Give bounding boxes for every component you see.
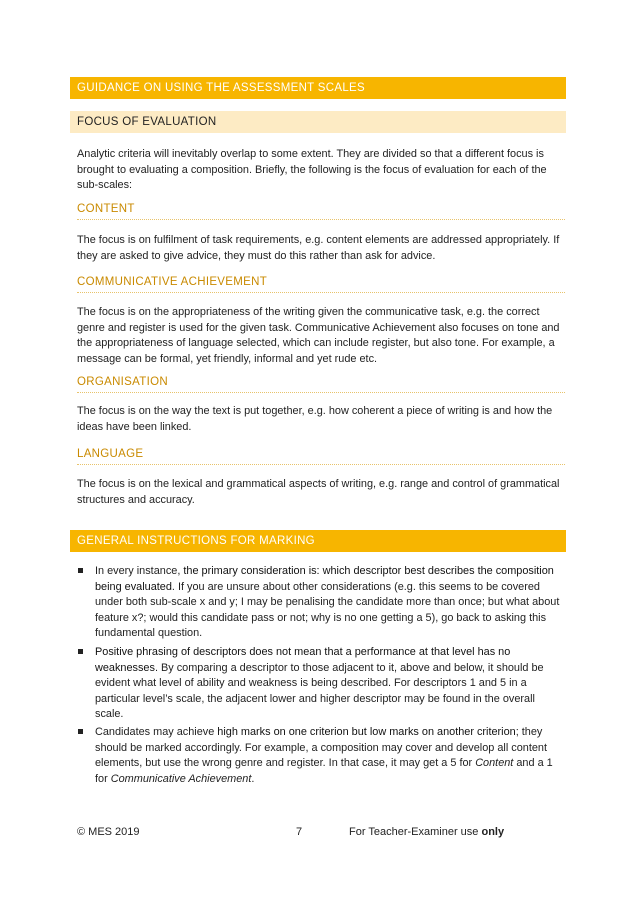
bullet-item-high-low-marks bbox=[95, 725, 565, 787]
communicative-achievement-heading: COMMUNICATIVE ACHIEVEMENT bbox=[77, 276, 565, 293]
bullet-text: . bbox=[251, 772, 255, 785]
language-paragraph: The focus is on the lexical and grammatical aspects of writing, e.g. range and control of grammatical structures and accuracy. bbox=[77, 478, 560, 506]
footer-copyright: © MES 2019 bbox=[77, 826, 140, 838]
bullet-italic-content: Content bbox=[475, 757, 514, 769]
footer-use-note-emphasis: only bbox=[481, 826, 505, 838]
footer-use-note bbox=[349, 826, 504, 838]
content-paragraph: The focus is on fulfilment of task requirements, e.g. content elements are addressed appropriately. If they are asked to give advice, they must do this rather than ask for advice. bbox=[77, 234, 560, 262]
general-instructions-banner: GENERAL INSTRUCTIONS FOR MARKING bbox=[70, 530, 566, 552]
bullet-item-primary-consideration bbox=[95, 564, 565, 642]
language-heading: LANGUAGE bbox=[77, 448, 565, 465]
bullet-text: . By comparing a descriptor to those adjacent to it, above and below, it should be evident what level of ability and weakness is being described. For descriptors 1 and 5 in a particular level’s scale, the adjacent lower and higher descriptor may be found in the overall scale. bbox=[95, 661, 544, 720]
bullet-marker bbox=[78, 568, 83, 573]
bullet-highlight: high marks on one criterion but low marks on another criterion bbox=[217, 726, 516, 738]
footer-use-note-text: For Teacher-Examiner use bbox=[349, 826, 482, 838]
bullet-italic-communicative-achievement: Communicative Achievement bbox=[110, 772, 252, 785]
bullet-text: Candidates may achieve bbox=[95, 726, 218, 738]
organisation-paragraph: The focus is on the way the text is put together, e.g. how coherent a piece of writing is and how the ideas have been linked. bbox=[77, 405, 553, 433]
organisation-heading: ORGANISATION bbox=[77, 376, 565, 393]
bullet-item-positive-phrasing bbox=[95, 645, 565, 723]
bullet-text: In every instance, bbox=[95, 565, 184, 577]
content-heading: CONTENT bbox=[77, 203, 565, 220]
footer-page-number: 7 bbox=[296, 826, 303, 838]
bullet-highlight: Positive phrasing of descriptors does not mean that a performance at that level has no weaknesses bbox=[95, 646, 511, 674]
bullet-marker bbox=[78, 649, 83, 654]
bullet-text: ; they should be marked accordingly. For example, a composition may cover and develop all content elements, but use the wrong genre and register. In that case, it may get a 5 for bbox=[95, 726, 547, 769]
bullet-marker bbox=[78, 729, 83, 734]
communicative-achievement-paragraph: The focus is on the appropriateness of the writing given the communicative task, e.g. the correct genre and register is used for the given task. Communicative Achievement also focuses on tone and the appropriateness of language selected, which can include register, but also tone. For example, a message can be formal, yet friendly, informal and yet rude etc. bbox=[77, 306, 560, 365]
bullet-text: . If you are unsure about other considerations (e.g. this seems to be covered under both sub-scale x and y; I may be penalising the candidate more than once; but what about feature x?; would this candidate pass or not; why is no one getting a 5), go back to asking this fundamental question. bbox=[95, 580, 560, 639]
bullet-highlight: the primary consideration is: which descriptor best describes the composition being evaluated bbox=[95, 565, 554, 593]
bullet-text: and a 1 for bbox=[95, 757, 553, 785]
focus-of-evaluation-banner: FOCUS OF EVALUATION bbox=[70, 111, 566, 133]
intro-paragraph: Analytic criteria will inevitably overlap to some extent. They are divided so that a different focus is brought to evaluating a composition. Briefly, the following is the focus of evaluation for each of the sub-scales: bbox=[77, 148, 547, 191]
guidance-banner: GUIDANCE ON USING THE ASSESSMENT SCALES bbox=[70, 77, 566, 99]
